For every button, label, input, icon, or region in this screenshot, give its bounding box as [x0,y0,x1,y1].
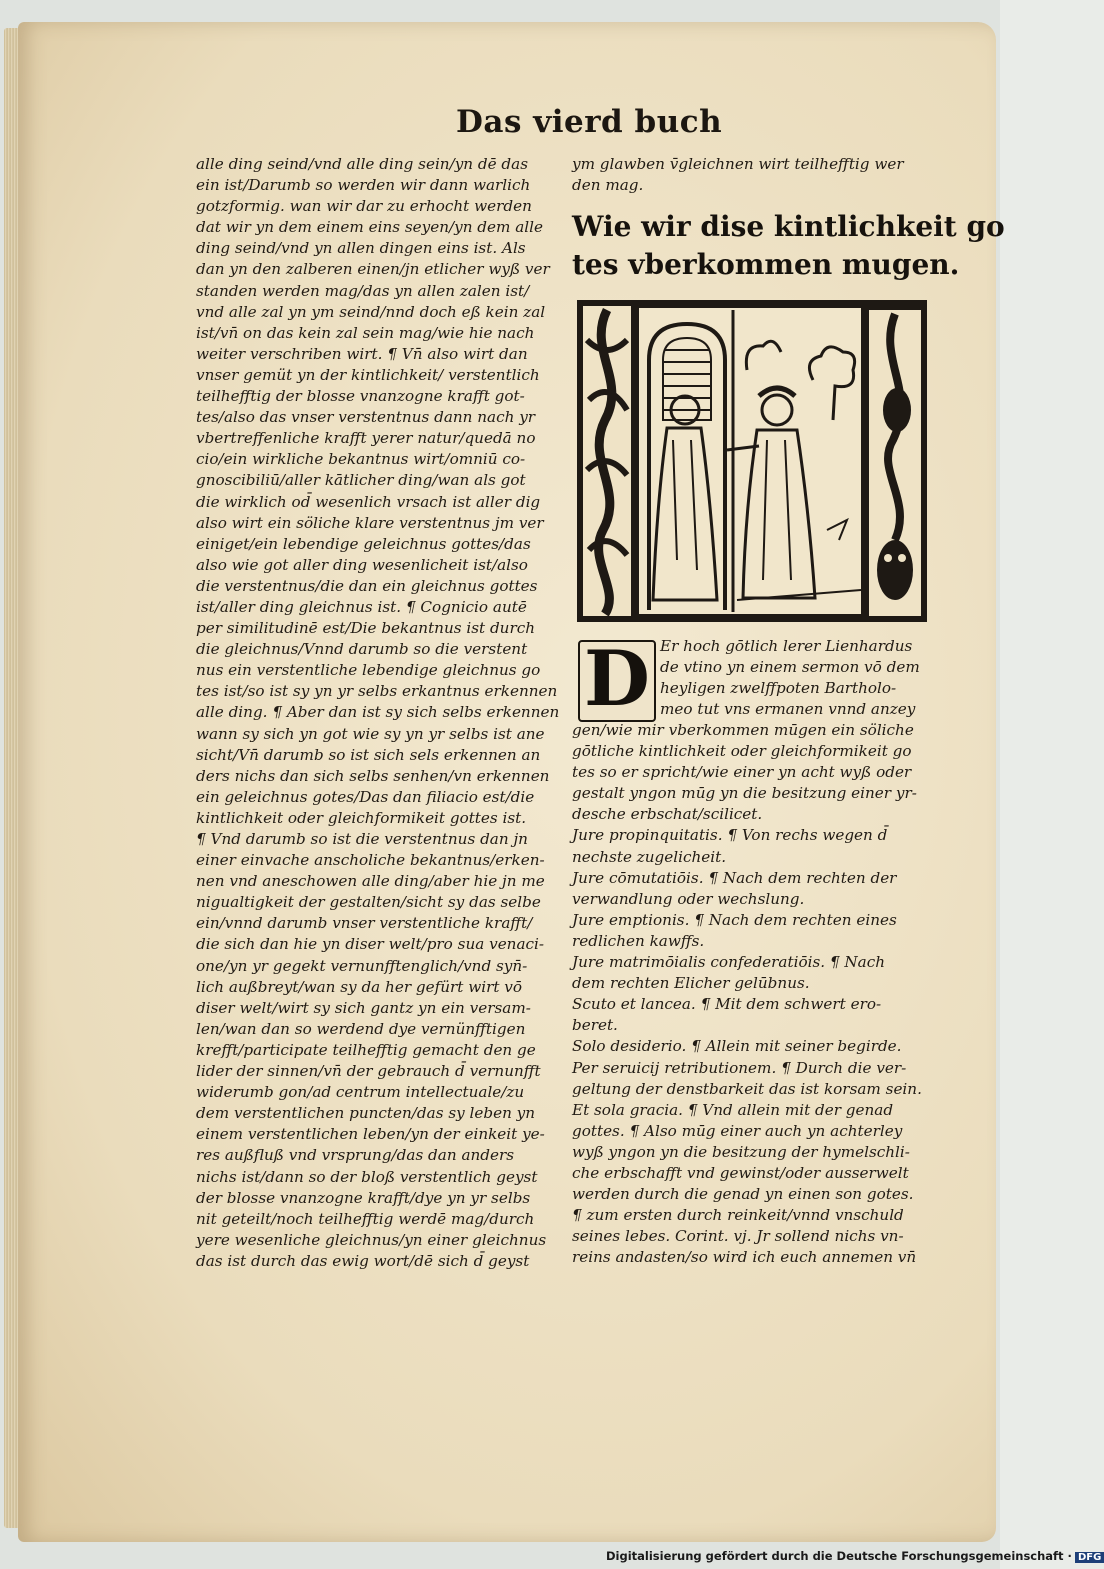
right-text-beside-initial [660,636,934,720]
text-line: res außfluß vnd vrsprung/das dan anders [196,1146,515,1165]
text-line: ym glawben v̄gleichnen wirt teilhefftig wer [572,155,904,173]
text-line: per similitudinē est/Die bekantnus ist durch [196,619,536,638]
text-line: widerumb gon/ad centrum intellectuale/zu [196,1083,525,1102]
text-line: ist/vn̄ on das kein zal sein mag/wie hie nach [196,323,535,342]
chapter-heading-line: Wie wir dise kintlichkeit go [572,210,1005,243]
text-line: gotzformig. wan wir dar zu erhocht werden [196,197,532,216]
text-line: beret. [572,1016,618,1035]
text-line: gestalt yngon mūg yn die besitzung einer yr- [572,784,917,803]
text-line: dat wir yn dem einem eins seyen/yn dem alle [196,218,544,237]
text-line: sicht/Vn̄ darumb so ist sich sels erkennen an [196,745,541,764]
text-line: verwandlung oder wechslung. [572,889,805,908]
text-line: Jure emptionis. ¶ Nach dem rechten eines [572,910,897,929]
text-line: teilhefftig der blosse vnanzogne krafft got- [196,387,525,406]
text-line: vnser gemüt yn der kintlichkeit/ verstentlich [196,365,540,384]
text-line: gnoscibiliū/aller kātlicher ding/wan als got [196,471,526,490]
show-through-folio [218,108,227,138]
text-line: tes/also das vnser verstentnus dann nach yr [196,408,536,427]
text-line: gottes. ¶ Also mūg einer auch yn achterley [572,1121,903,1140]
text-line: dan yn den zalberen einen/jn etlicher wyß ver [196,260,550,279]
text-line: de vtino yn einem sermon vō dem [660,658,920,677]
text-line: dem verstentlichen puncten/das sy leben yn [196,1104,536,1123]
text-line: also wirt ein söliche klare verstentnus jm ver [196,513,544,532]
text-line: die verstentnus/die dan ein gleichnus gottes [196,576,538,595]
text-line: ding seind/vnd yn allen dingen eins ist. Als [196,239,526,258]
text-line: weiter verschriben wirt. ¶ Vn̄ also wirt dan [196,344,528,363]
text-line: Jure cōmutatiōis. ¶ Nach dem rechten der [572,868,897,887]
text-line: die gleichnus/Vnnd darumb so die verstent [196,640,528,659]
text-line: ¶ Vnd darumb so ist die verstentnus dan jn [196,830,528,848]
text-line: nigualtigkeit der gestalten/sicht sy das selbe [196,893,541,912]
text-line: seines lebes. Corint. vj. Jr sollend nichs vn- [572,1227,904,1246]
text-line: Jure propinquitatis. ¶ Von rechs wegen d̄ [572,826,888,845]
text-line: Et sola gracia. ¶ Vnd allein mit der genad [572,1100,894,1119]
text-line: lich außbreyt/wan sy da her gefürt wirt vō [196,977,522,996]
text-line: nichs ist/dann so der bloß verstentlich geyst [196,1167,538,1186]
text-line: Per seruicij retributionem. ¶ Durch die ver- [572,1058,907,1077]
text-line: standen werden mag/das yn allen zalen ist/ [196,281,530,300]
footer-text: Digitalisierung gefördert durch die Deutsche Forschungsgemeinschaft · [606,1549,1072,1563]
text-line: one/yn yr gegekt vernunfftenglich/vnd syn̄- [196,956,528,975]
text-line: len/wan dan so werdend dye vernünfftigen [196,1019,526,1038]
text-line: yere wesenliche gleichnus/yn einer gleichnus [196,1230,547,1249]
text-line: ders nichs dan sich selbs senhen/vn erkennen [196,766,550,785]
text-line: tes so er spricht/wie einer yn acht wyß oder [572,763,912,782]
woodcut-image [577,300,927,622]
text-line: einer einvache anscholiche bekantnus/erken- [196,851,545,870]
text-line: tes ist/so ist sy yn yr selbs erkantnus erkennen [196,682,558,701]
text-line: lider der sinnen/vn̄ der gebrauch d̄ vernunfft [196,1062,541,1081]
text-line: das ist durch das ewig wort/dē sich d̄ geyst [196,1251,530,1270]
decorated-initial [578,634,656,723]
text-line: desche erbschat/scilicet. [572,805,763,824]
text-line: nus ein verstentliche lebendige gleichnus go [196,661,541,680]
text-line: kintlichkeit oder gleichformikeit gottes ist. [196,808,527,827]
right-column-top-text [572,154,932,196]
text-line: nechste zugelicheit. [572,847,727,866]
text-line: gen/wie mir vberkommen mūgen ein söliche [572,721,914,739]
text-line: ein/vnnd darumb vnser verstentliche krafft/ [196,914,533,933]
initial-letter: D [584,634,650,723]
text-line: der blosse vnanzogne krafft/dye yn yr selbs [196,1188,531,1207]
text-line: werden durch die genad yn einen son gotes. [572,1185,914,1204]
text-line: krefft/participate teilhefftig gemacht den ge [196,1040,536,1059]
text-line: die sich dan hie yn diser welt/pro sua venaci- [196,935,545,954]
text-line: nen vnd aneschowen alle ding/aber hie jn me [196,872,545,891]
left-text-column [196,154,560,1272]
text-line: gōtliche kintlichkeit oder gleichformikeit go [572,742,912,761]
dfg-logo: DFG [1075,1552,1104,1563]
text-line: ein geleichnus gotes/Das dan filiacio est/die [196,787,535,806]
text-line: ¶ zum ersten durch reinkeit/vnnd vnschuld [572,1206,904,1225]
text-line: meo tut vns ermanen vnnd anzey [660,700,916,719]
text-line: wyß yngon yn die besitzung der hymelschli- [572,1142,910,1161]
text-line: also wie got aller ding wesenlicheit ist/also [196,555,528,574]
chapter-heading-line: tes vberkommen mugen. [572,248,960,281]
text-line: Solo desiderio. ¶ Allein mit seiner begirde. [572,1037,902,1056]
text-line: einiget/ein lebendige geleichnus gottes/das [196,534,531,553]
text-line: dem rechten Elicher gelūbnus. [572,974,810,993]
running-head: Das vierd buch [456,104,723,140]
text-line: den mag. [572,176,644,195]
text-line: cio/ein wirkliche bekantnus wirt/omniū co- [196,450,526,469]
text-line: die wirklich od̄ wesenlich vrsach ist aller dig [196,492,541,511]
digitization-footer [606,1549,1102,1567]
text-line: einem verstentlichen leben/yn der einkeit ye- [196,1125,545,1144]
chapter-heading [572,208,1005,284]
text-line: Scuto et lancea. ¶ Mit dem schwert ero- [572,995,882,1014]
right-text-column [572,720,934,1268]
text-line: vnd alle zal yn ym seind/nnd doch eß kein zal [196,302,546,321]
text-line: che erbschafft vnd gewinst/oder ausserwelt [572,1163,909,1182]
text-line: Er hoch gōtlich lerer Lienhardus [660,637,913,655]
text-line: redlichen kawffs. [572,931,705,950]
text-line: Jure matrimōialis confederatiōis. ¶ Nach [572,953,886,972]
text-line: alle ding. ¶ Aber dan ist sy sich selbs erkennen [196,703,560,722]
text-line: diser welt/wirt sy sich gantz yn ein versam- [196,998,531,1017]
text-line: reins andasten/so wird ich euch annemen vn̄ [572,1248,917,1267]
text-line: ein ist/Darumb so werden wir dann warlich [196,176,531,195]
text-line: wann sy sich yn got wie sy yn yr selbs ist ane [196,724,545,743]
text-line: geltung der denstbarkeit das ist korsam sein. [572,1079,922,1098]
woodcut-illustration [577,300,927,622]
text-line: nit geteilt/noch teilhefftig werdē mag/durch [196,1209,535,1228]
text-line: alle ding seind/vnd alle ding sein/yn dē das [196,155,528,173]
text-line: ist/aller ding gleichnus ist. ¶ Cognicio autē [196,597,527,616]
text-line: heyligen zwelffpoten Bartholo- [660,679,897,698]
text-line: vbertreffenliche krafft yerer natur/quedā no [196,429,536,448]
